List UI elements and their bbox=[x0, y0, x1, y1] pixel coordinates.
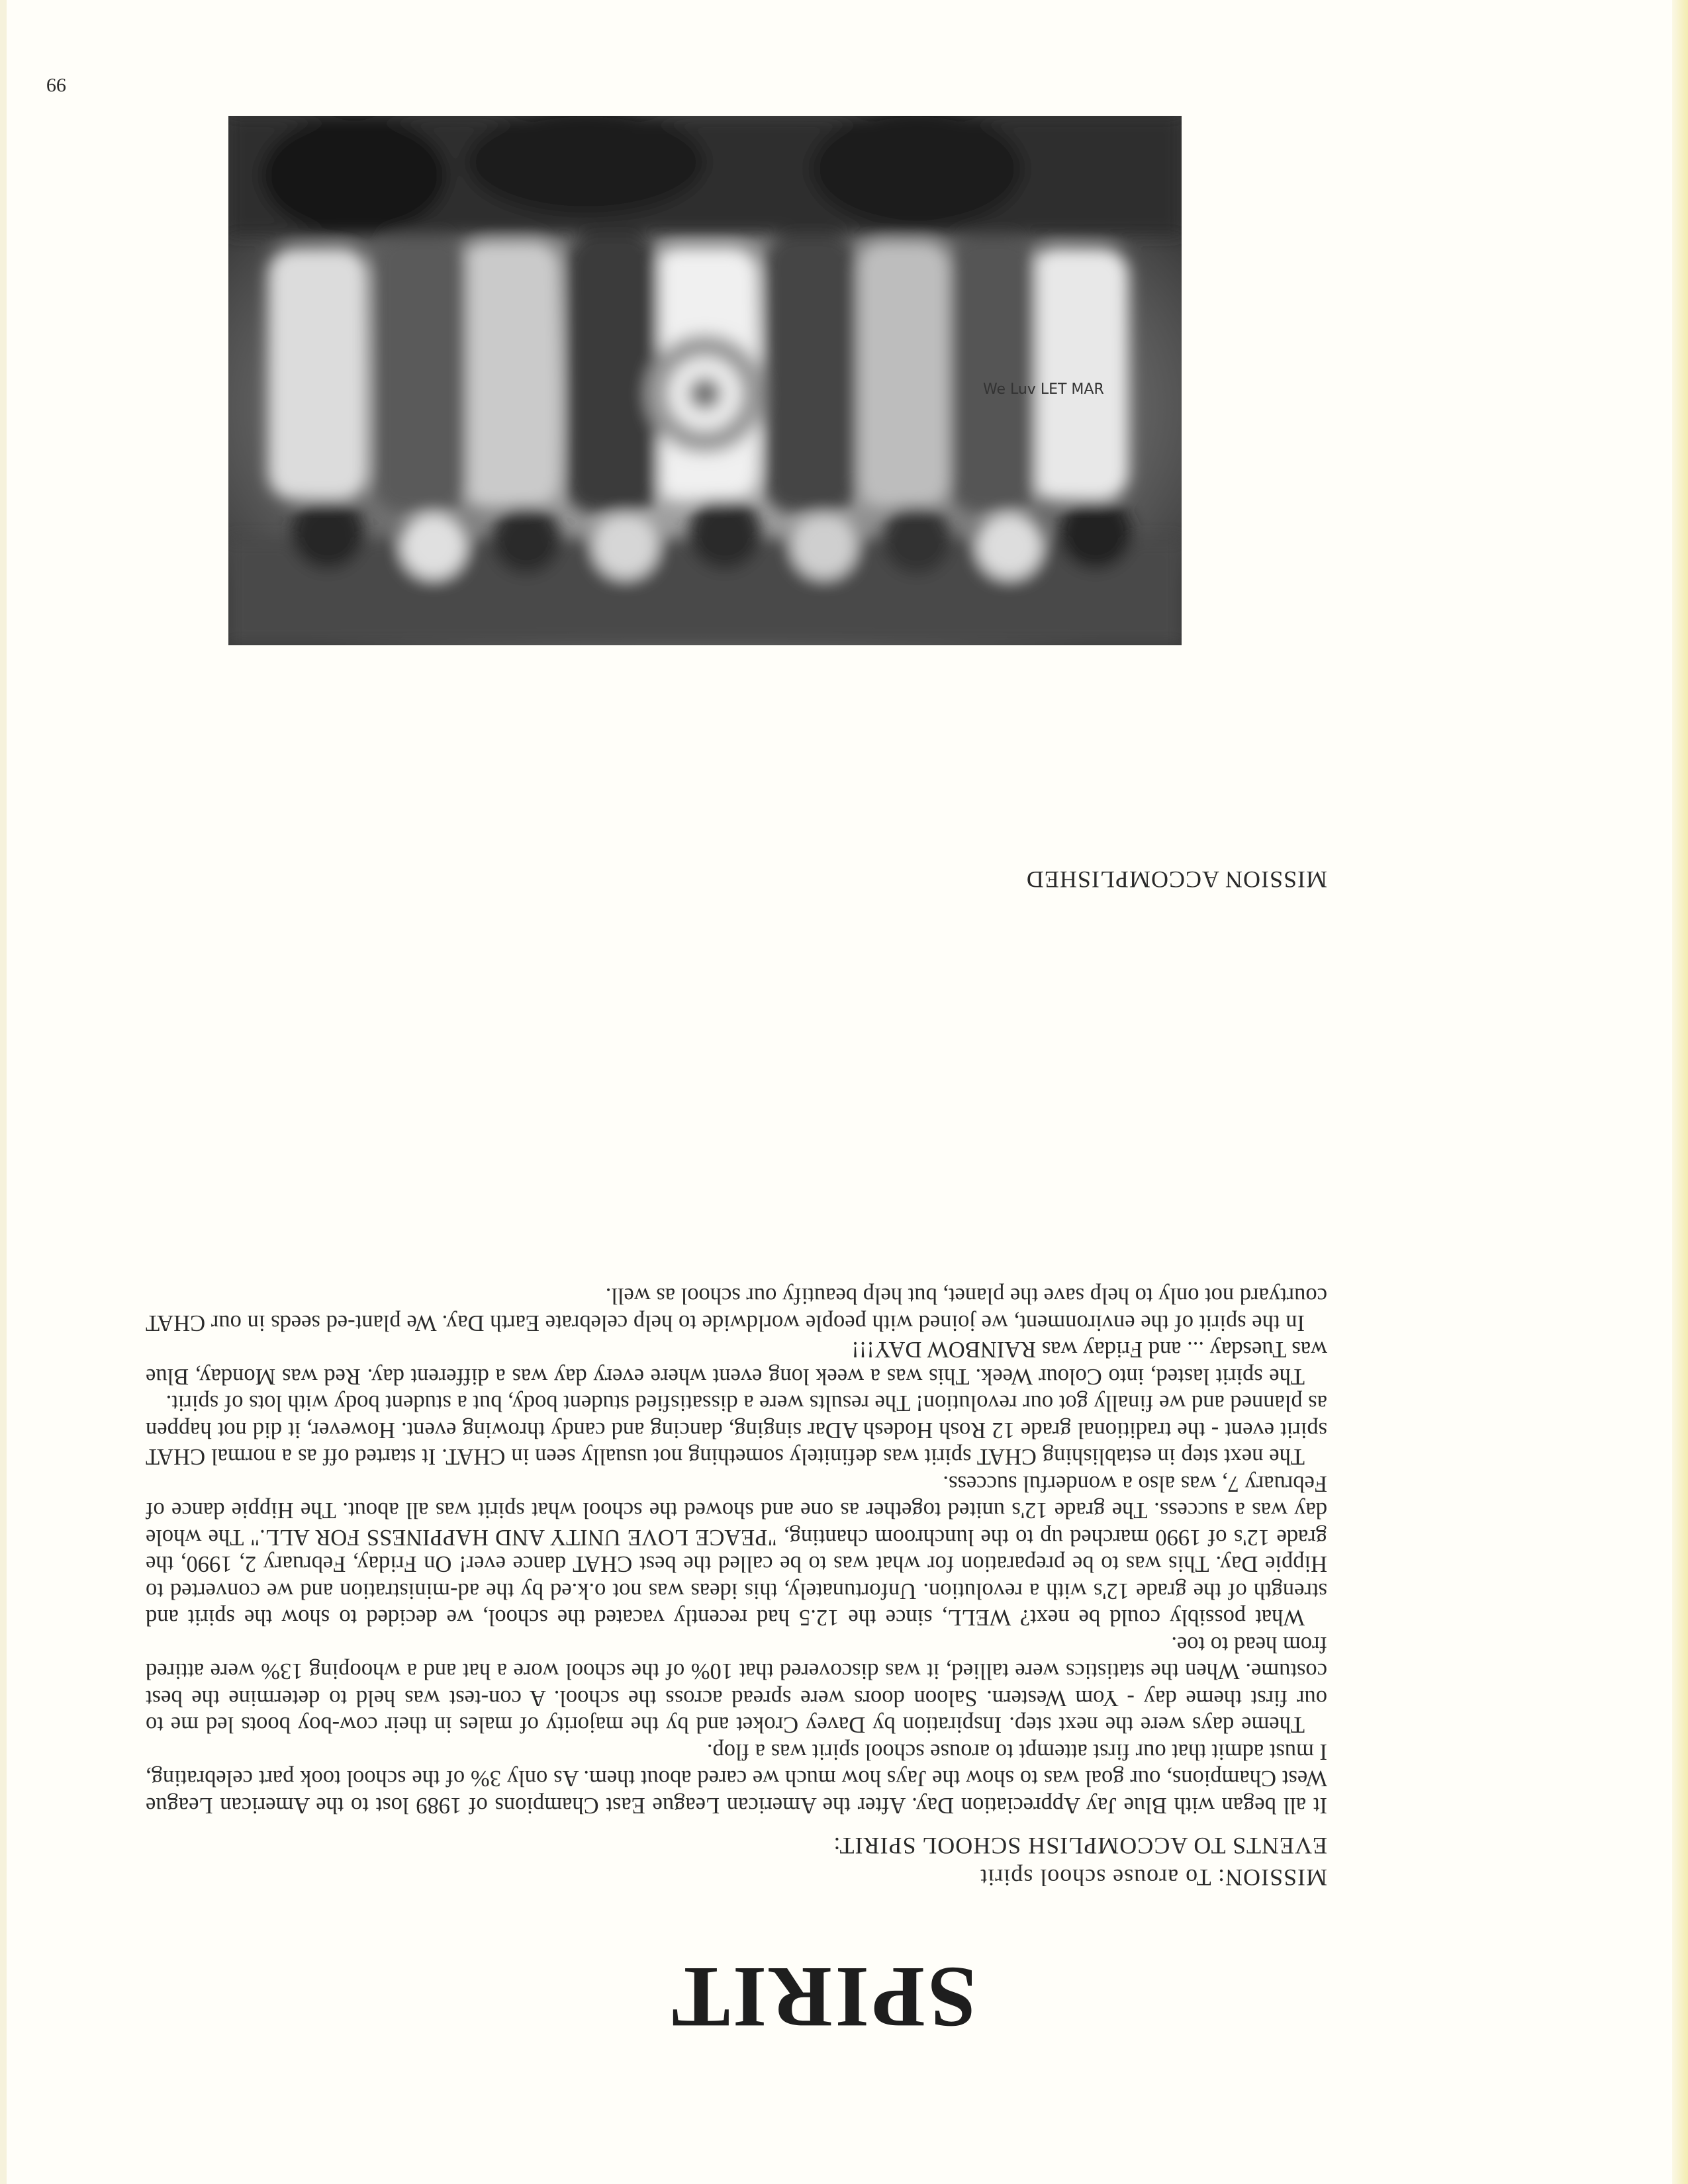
group-photo bbox=[228, 116, 1182, 645]
scan-edge-outer bbox=[0, 0, 7, 2184]
page-number: 99 bbox=[46, 74, 66, 96]
closing-line: MISSION ACCOMPLISHED bbox=[1025, 866, 1327, 893]
page-title: SPIRIT bbox=[669, 1949, 976, 2046]
scan-edge bbox=[1672, 0, 1688, 2184]
photo-illustration bbox=[228, 116, 1182, 645]
paragraph: The next step in establishing CHAT spirit was definitely something not usually seen in CHAT. It started off as a normal CHAT spirit event - the traditional grade 12 Rosh Hodesh ADar singing, dancing and candy throwing event. However, it did not happen as planned and we finally got our revolution! The results were a dissatisfied student body, but a student body with lots of spirit. bbox=[146, 1390, 1327, 1470]
paragraph: What possibly could be next? WELL, since the 12.5 had recently vacated the school, we decided to show the spirit and strength of the grade 12's with a revolution. Unfortunately, this ideas was not o.k.ed by the ad-ministration and we converted to Hippie Day. This was to be preparation for what was to be called the best CHAT dance ever! On Friday, February 2, 1990, the grade 12's of 1990 marched up to the lunchroom chanting, "PEACE LOVE UNITY AND HAPPINESS FOR ALL." The whole day was a success. The grade 12's united together as one and showed the school what spirit was all about. The Hippie dance of February 7, was also a wonderful success. bbox=[146, 1471, 1327, 1631]
paragraph: It all began with Blue Jay Appreciation Day. After the American League East Champions of 1989 lost to the American League West Champions, our goal was to show the Jays how much we cared about them. As only 3% of the school took part celebrating, I must admit that our first attempt to arouse school spirit was a flop. bbox=[146, 1739, 1327, 1818]
paragraph: In the spirit of the environment, we joined with people worldwide to help celebrate Earth Day. We plant-ed seeds in our CHAT courtyard not only to help save the planet, but help beautify our school as well. bbox=[146, 1283, 1327, 1336]
photo-sign-text: We Luv LET MAR bbox=[983, 381, 1104, 398]
events-heading: EVENTS TO ACCOMPLISH SCHOOL SPIRIT: bbox=[833, 1833, 1327, 1859]
article-body bbox=[146, 1283, 1327, 1819]
mission-line: MISSION: To arouse school spirit bbox=[980, 1864, 1327, 1891]
paragraph: Theme days were the next step. Inspiration by Davey Croket and by the majority of males in their cow-boy boots led me to our first theme day - Yom Western. Saloon doors were spread across the school. A con-test was held to determine the best costume. When the statistics were tallied, it was discovered that 10% of the school wore a hat and a whooping 13% were attired from head to toe. bbox=[146, 1632, 1327, 1738]
paragraph: The spirit lasted, into Colour Week. This was a week long event where every day was a different day. Red was Monday, Blue was Tuesday ... and Friday was RAINBOW DAY!!! bbox=[146, 1337, 1327, 1389]
